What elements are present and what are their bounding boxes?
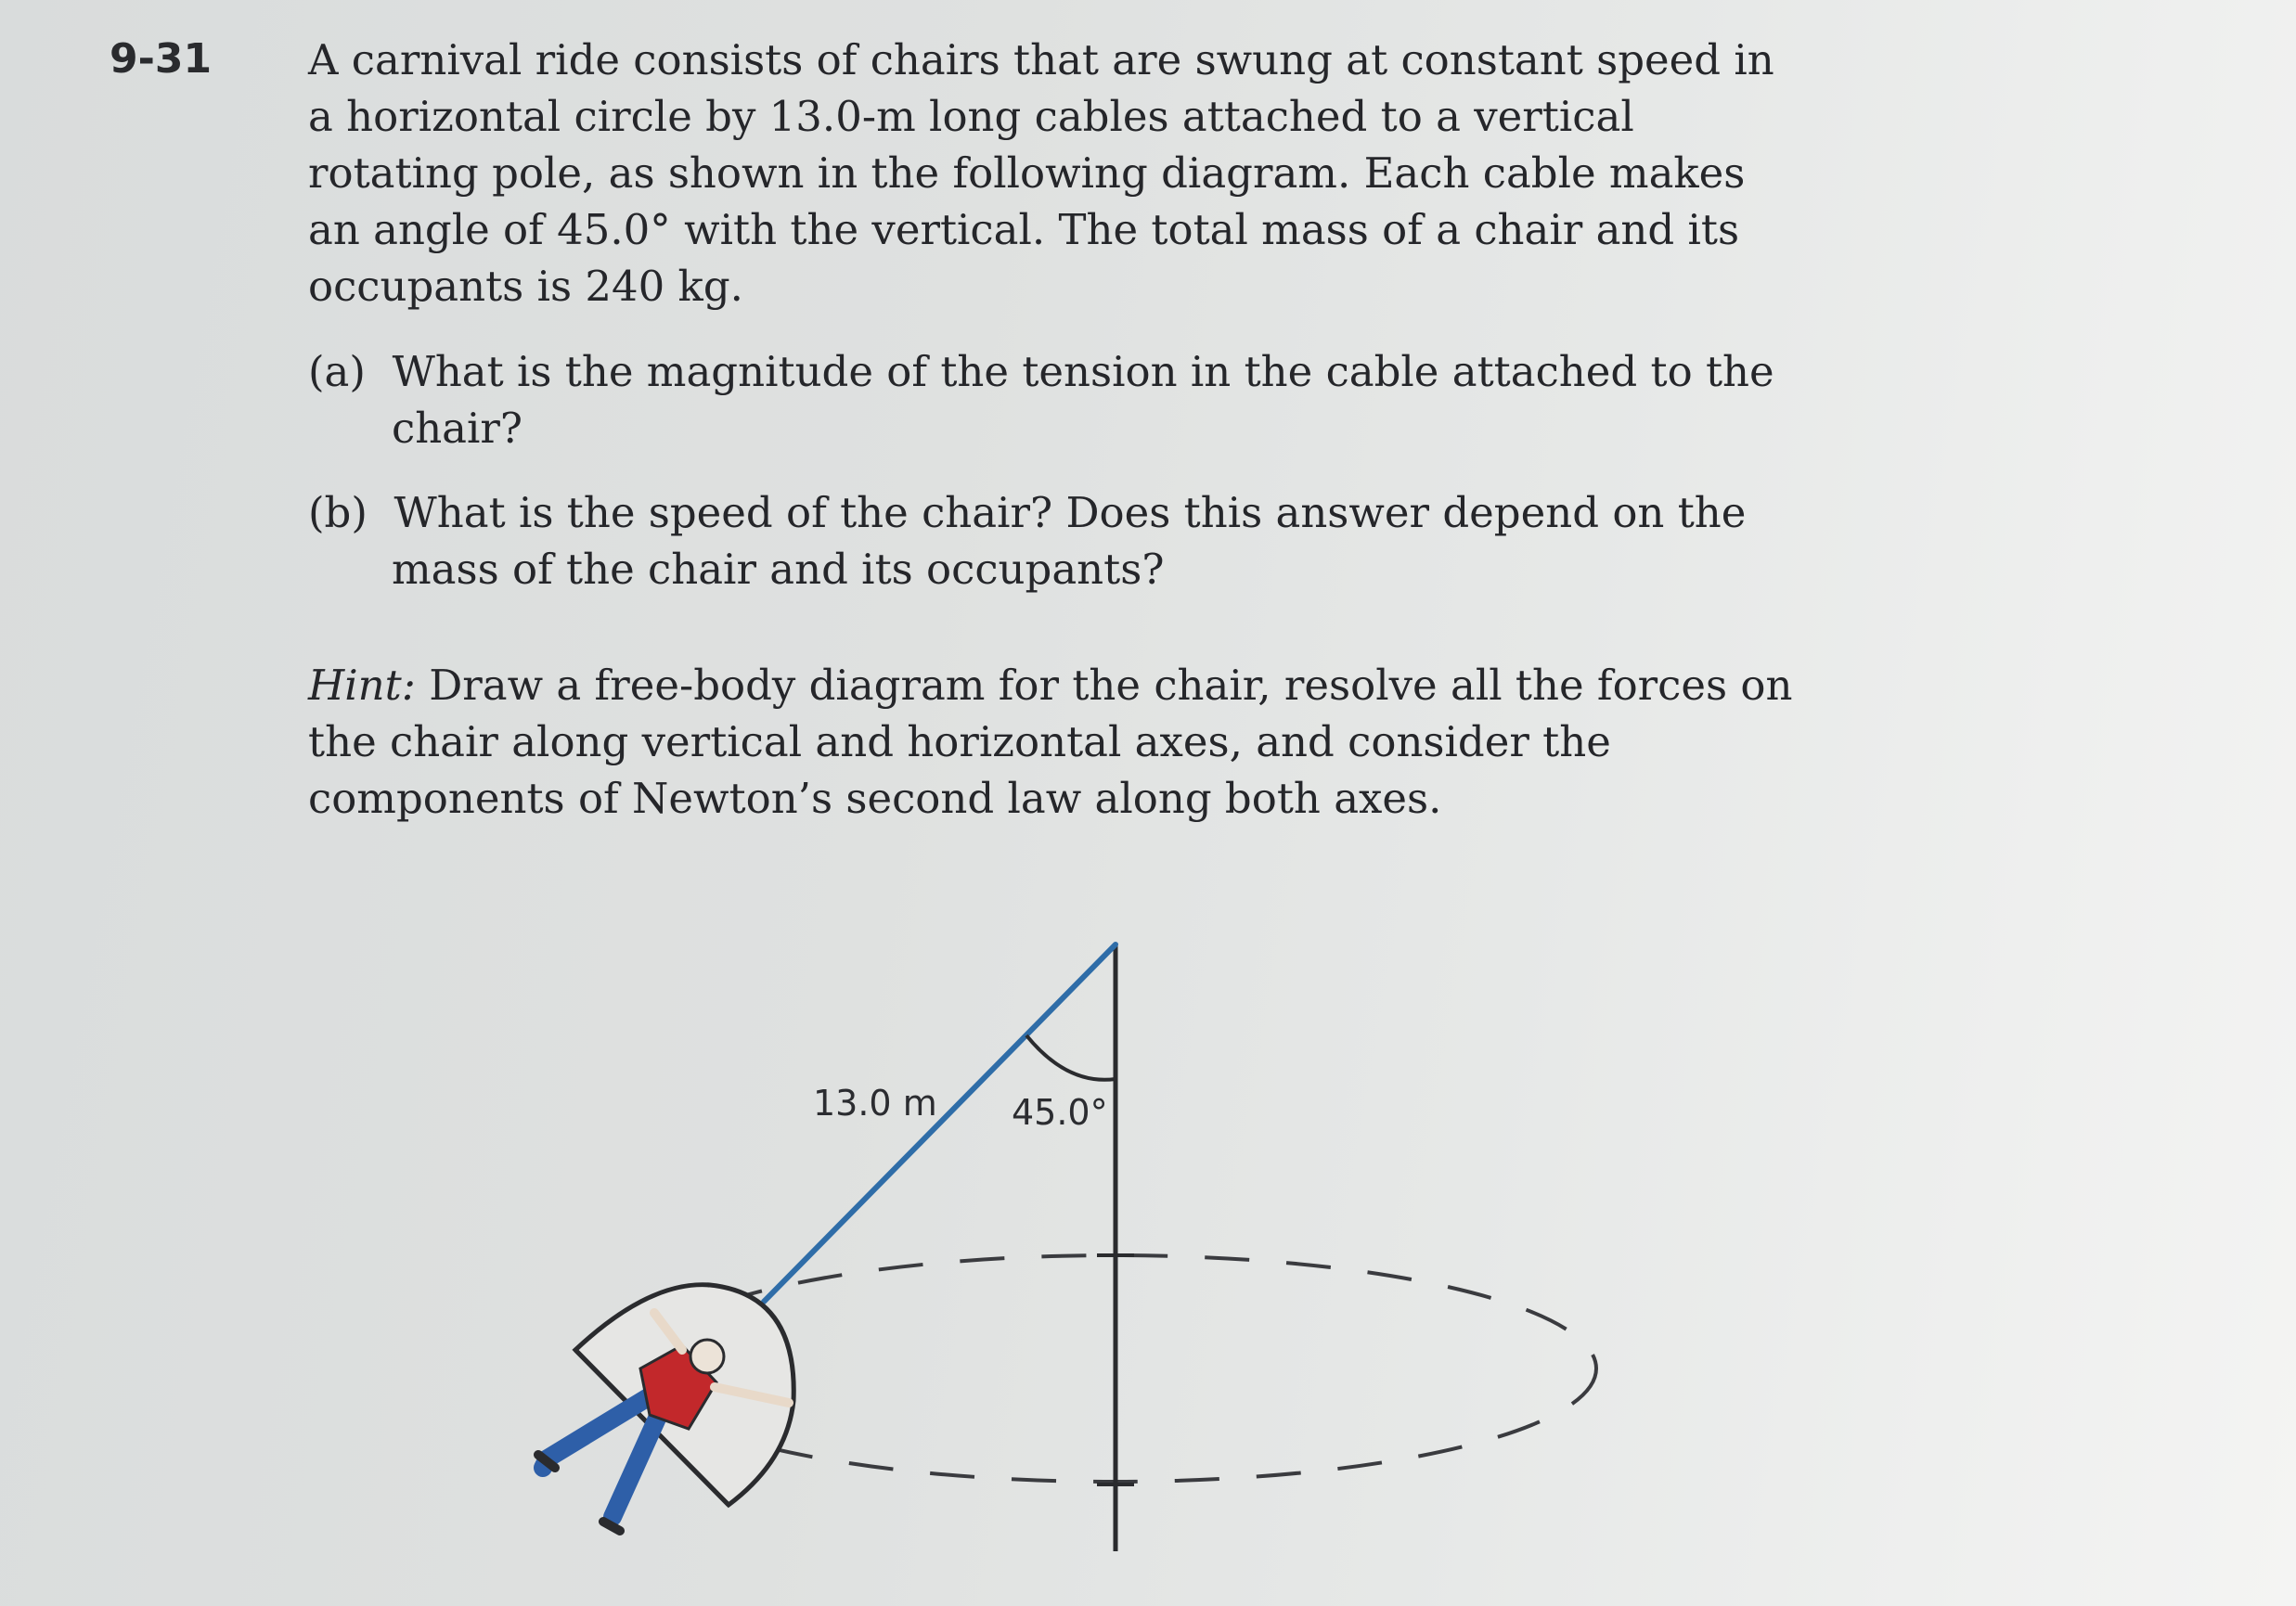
hint-label: Hint:	[308, 661, 416, 710]
hint-text: Draw a free-body diagram for the chair, resolve all the forces on the chair along vertical and horizontal axes, and consider the components of Newton’s second law along both axes.	[308, 661, 1793, 823]
part-b-label: (b)	[308, 488, 368, 537]
rider-feet	[538, 1455, 620, 1531]
rider-head	[690, 1340, 724, 1373]
part-a-label: (a)	[308, 347, 366, 396]
problem-statement: A carnival ride consists of chairs that are swung at constant speed in a horizontal circle by 13.0-m long cables attached to a vertical rotating pole, as shown in the following diagram. Each cable makes an angle of 45.0° with the vertical. The total mass of a chair and its occupants is 240 kg.	[308, 35, 1774, 311]
cable-length-label: 13.0 m	[813, 1083, 937, 1124]
part-b-text: What is the speed of the chair? Does this answer depend on the mass of the chair and its occupants?	[392, 488, 1747, 594]
angle-label: 45.0°	[1012, 1092, 1108, 1133]
part-a-text: What is the magnitude of the tension in the cable attached to the chair?	[392, 347, 1774, 453]
angle-arc	[1026, 1035, 1116, 1080]
problem-number: 9-31	[110, 35, 213, 83]
